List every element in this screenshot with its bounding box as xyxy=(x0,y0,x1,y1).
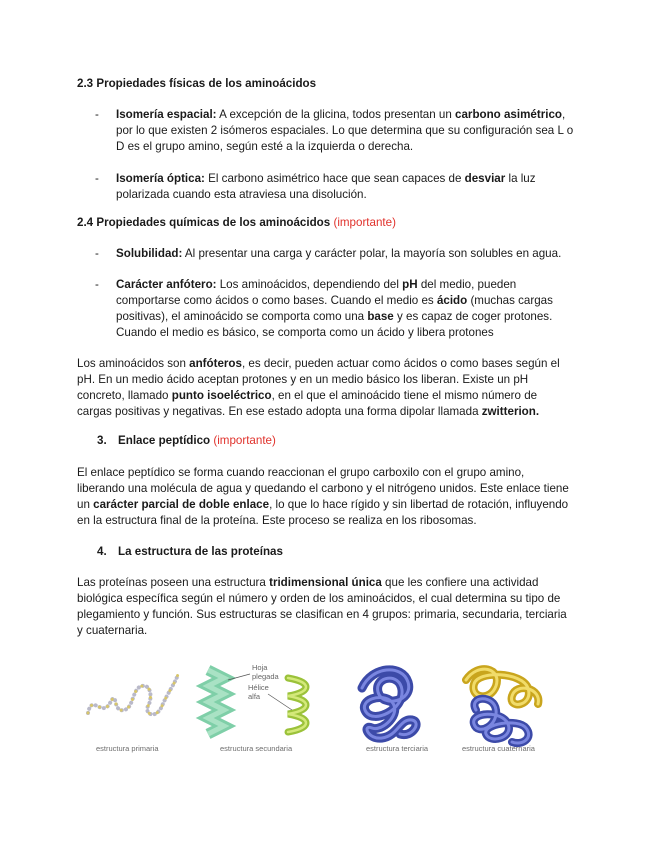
term: Carácter anfótero: xyxy=(116,278,217,291)
bold-term: ácido xyxy=(436,294,468,307)
caption-primary: estructura primaria xyxy=(96,744,159,753)
bold-term: zwitterion. xyxy=(481,405,540,418)
heading-text: La estructura de las proteínas xyxy=(118,545,283,558)
section-number: 3. xyxy=(97,434,107,447)
section-heading-4 xyxy=(97,545,283,558)
label-alpha-helix-1: Hélice xyxy=(248,683,269,692)
paragraph-enlace xyxy=(77,465,575,529)
important-tag: (importante) xyxy=(333,216,396,229)
label-beta-sheet-1: Hoja xyxy=(252,663,268,672)
term: Isomería óptica: xyxy=(116,172,205,185)
text-run: Al presentar una carga y carácter polar, la mayoría son solubles en agua. xyxy=(182,247,562,260)
text-run: que les confiere una actividad biológica específica según el número y orden de los aminoácidos, el cual determina su tipo de plegamiento y función. Sus estructuras se clasifican en 4 grupos: primaria, secundaria, terciaria y cuaternaria. xyxy=(77,576,567,637)
bullet-dash: - xyxy=(95,247,99,260)
important-tag: (importante) xyxy=(213,434,276,447)
bold-term: pH xyxy=(402,278,418,291)
heading-text: Enlace peptídico xyxy=(118,434,214,447)
section-heading-2-3 xyxy=(77,77,316,90)
text-run: , es decir, pueden actuar como ácidos o como bases según el pH. En un medio ácido aceptan protones y en un medio básico los liberan. Existe un pH concreto, llamado xyxy=(77,357,560,402)
text-run: Las proteínas poseen una estructura xyxy=(77,576,270,589)
bold-term: carácter parcial de doble enlace xyxy=(93,498,270,511)
beta-sheet-illustration xyxy=(208,670,224,734)
heading-text: 2.4 Propiedades químicas de los aminoácidos xyxy=(77,216,334,229)
quaternary-structure-illustration xyxy=(466,669,538,743)
text-run: Los aminoácidos son xyxy=(77,357,190,370)
caption-secondary: estructura secundaria xyxy=(220,744,293,753)
list-item xyxy=(95,171,575,203)
bold-term: desviar xyxy=(464,172,506,185)
paragraph-estructura xyxy=(77,575,575,639)
label-beta-sheet-2: plegada xyxy=(252,672,279,681)
bullet-dash: - xyxy=(95,172,99,185)
caption-tertiary: estructura terciaria xyxy=(366,744,429,753)
bullet-dash: - xyxy=(95,278,99,291)
tertiary-structure-illustration xyxy=(362,670,416,738)
bold-term: punto isoeléctrico xyxy=(171,389,272,402)
term: Isomería espacial: xyxy=(116,108,217,121)
primary-structure-illustration xyxy=(88,674,178,714)
section-heading-3 xyxy=(97,434,276,447)
text-run: la luz polarizada cuando esta atraviesa una disolución. xyxy=(116,172,536,201)
heading-text: 2.3 Propiedades físicas de los aminoácidos xyxy=(77,77,317,90)
bold-term: base xyxy=(367,310,394,323)
text-run: El carbono asimétrico hace que sean capaces de xyxy=(204,172,465,185)
text-run: , lo que lo hace rígido y sin libertad de rotación, influyendo en la estructura final de la proteína. Este proceso se realiza en los ribosomas. xyxy=(77,498,569,527)
bullet-dash: - xyxy=(95,108,99,121)
text-run: El enlace peptídico se forma cuando reaccionan el grupo carboxilo con el grupo amino, liberando una molécula de agua y quedando el carbono y el nitrógeno unidos. Este enlace tiene un xyxy=(77,466,569,511)
bold-term: carbono asimétrico xyxy=(455,108,562,121)
paragraph-anfoteros xyxy=(77,356,575,420)
list-item xyxy=(95,107,575,155)
text-run: , por lo que existen 2 isómeros espaciales. Lo que determina que su configuración sea L o D es el grupo amino, según esté a la izquierda o derecha. xyxy=(116,108,574,153)
section-heading-2-4 xyxy=(77,216,396,229)
bold-term: tridimensional única xyxy=(269,576,382,589)
text-run: y es capaz de coger protones. Cuando el medio es básico, se comporta como un ácido y libera protones xyxy=(116,310,553,339)
bold-term: anfóteros xyxy=(189,357,242,370)
alpha-helix-illustration xyxy=(288,678,306,732)
section-number: 4. xyxy=(97,545,107,558)
text-run: del medio, pueden comportarse como ácidos o como bases. Cuando el medio es xyxy=(116,278,517,307)
text-run: Los aminoácidos, dependiendo del xyxy=(216,278,403,291)
list-item xyxy=(95,246,575,262)
text-run: , en el que el aminoácido tiene el mismo número de cargas positivas y negativas. En ese estado adopta una forma dipolar llamada xyxy=(77,389,538,418)
text-run: (muchas cargas positivas), el aminoácido se comporta como una xyxy=(116,294,553,323)
term: Solubilidad: xyxy=(116,247,183,260)
text-run: A excepción de la glicina, todos presentan un xyxy=(216,108,456,121)
label-alpha-helix-2: alfa xyxy=(248,692,261,701)
list-item xyxy=(95,277,575,341)
caption-quaternary: estructura cuaternaria xyxy=(462,744,535,753)
protein-structure-figure xyxy=(82,658,566,758)
